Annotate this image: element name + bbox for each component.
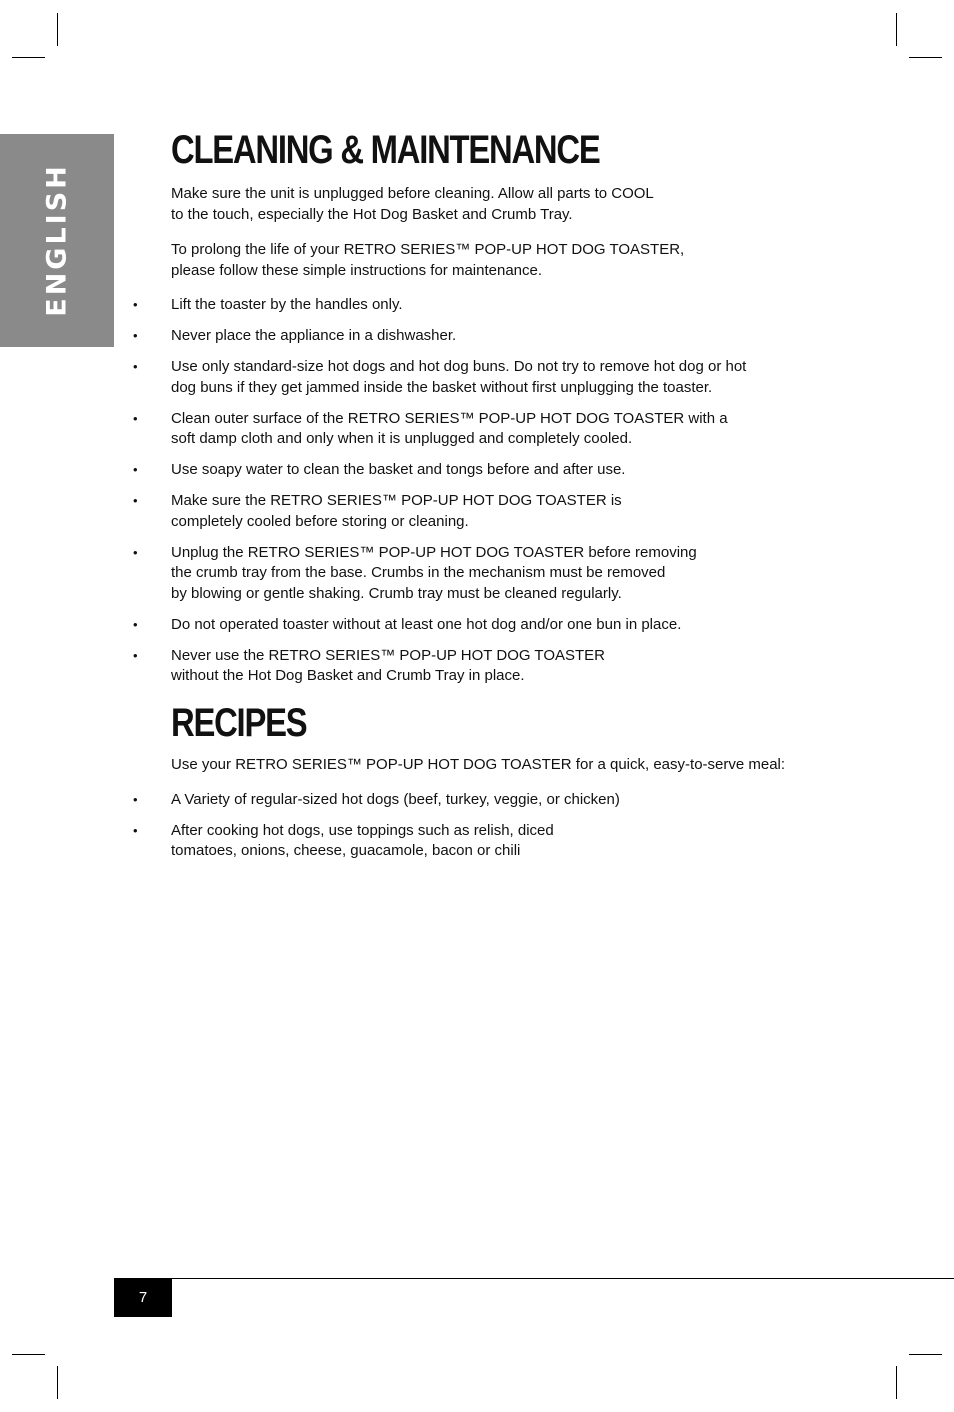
page-number-box [114, 1278, 172, 1317]
list-item-line: Unplug the RETRO SERIES™ POP-UP HOT DOG TOASTER before removing [171, 543, 697, 561]
recipes-intro: Use your RETRO SERIES™ POP-UP HOT DOG TOASTER for a quick, easy-to-serve meal: [171, 756, 786, 773]
bullet-mark: • [133, 822, 138, 838]
bullet-mark: • [133, 328, 138, 343]
list-item [133, 790, 811, 811]
list-item-line: Use only standard-size hot dogs and hot dog buns. Do not try to remove hot dog or hot [171, 358, 747, 375]
list-item-line: Never use the RETRO SERIES™ POP-UP HOT DOG TOASTER [171, 646, 606, 664]
crop-mark [57, 1366, 58, 1399]
list-item-line: soft damp cloth and only when it is unplugged and completely cooled. [171, 430, 633, 447]
list-item [133, 491, 811, 532]
bullet-mark: • [133, 462, 138, 477]
list-item [133, 460, 811, 481]
list-item [133, 543, 811, 605]
list-item-line: by blowing or gentle shaking. Crumb tray must be cleaned regularly. [171, 584, 622, 602]
list-item-line: Never place the appliance in a dishwasher. [171, 327, 457, 344]
list-item-line: dog buns if they get jammed inside the basket without first unplugging the toaster. [171, 378, 713, 396]
cleaning-title: CLEANING & MAINTENANCE [171, 128, 600, 172]
list-item-line: tomatoes, onions, cheese, guacamole, bacon or chili [171, 842, 521, 859]
list-item-line: completely cooled before storing or cleaning. [171, 512, 469, 530]
crop-mark [909, 1354, 942, 1355]
list-item-line: the crumb tray from the base. Crumbs in the mechanism must be removed [171, 564, 666, 581]
bullet-mark: • [133, 616, 138, 632]
list-item-line: without the Hot Dog Basket and Crumb Tray in place. [171, 667, 525, 684]
cleaning-intro-2-line-1: To prolong the life of your RETRO SERIES™ POP-UP HOT DOG TOASTER, [171, 241, 685, 258]
bullet-mark: • [133, 791, 138, 807]
footer-rule [114, 1278, 954, 1279]
recipes-title: RECIPES [171, 701, 307, 745]
cleaning-intro-2-line-2: please follow these simple instructions for maintenance. [171, 261, 543, 279]
crop-mark [12, 57, 45, 58]
bullet-mark: • [133, 493, 138, 508]
list-item-line: After cooking hot dogs, use toppings such as relish, diced [171, 821, 554, 839]
crop-mark [896, 13, 897, 46]
list-item [133, 326, 811, 347]
list-item-line: Lift the toaster by the handles only. [171, 296, 403, 313]
page-number: 7 [138, 1289, 148, 1306]
cleaning-intro-2 [171, 240, 811, 281]
cleaning-intro-1-line-2: to the touch, especially the Hot Dog Basket and Crumb Tray. [171, 205, 573, 223]
list-item [133, 646, 811, 687]
cleaning-list [133, 295, 811, 687]
list-item [133, 409, 811, 450]
list-item [133, 295, 811, 316]
list-item [133, 615, 811, 636]
bullet-mark: • [133, 410, 138, 426]
crop-mark [896, 1366, 897, 1399]
list-item [133, 821, 811, 862]
crop-mark [12, 1354, 45, 1355]
recipes-list [133, 790, 811, 862]
list-item-line: Make sure the RETRO SERIES™ POP-UP HOT DOG TOASTER is [171, 492, 622, 509]
crop-mark [909, 57, 942, 58]
crop-mark [57, 13, 58, 46]
bullet-mark: • [133, 359, 138, 374]
list-item-line: Do not operated toaster without at least one hot dog and/or one bun in place. [171, 615, 682, 633]
list-item-line: Use soapy water to clean the basket and tongs before and after use. [171, 461, 626, 478]
language-tab [0, 134, 114, 347]
list-item-line: Clean outer surface of the RETRO SERIES™ POP-UP HOT DOG TOASTER with a [171, 409, 728, 427]
list-item-line: A Variety of regular-sized hot dogs (beef, turkey, veggie, or chicken) [171, 790, 620, 808]
list-item [133, 357, 811, 398]
cleaning-intro-1-line-1: Make sure the unit is unplugged before cleaning. Allow all parts to COOL [171, 185, 654, 202]
bullet-mark: • [133, 544, 138, 560]
language-tab-label: ENGLISH [41, 163, 73, 317]
cleaning-intro-1 [171, 184, 811, 225]
bullet-mark: • [133, 647, 138, 663]
page-content [133, 124, 811, 872]
bullet-mark: • [133, 297, 138, 312]
